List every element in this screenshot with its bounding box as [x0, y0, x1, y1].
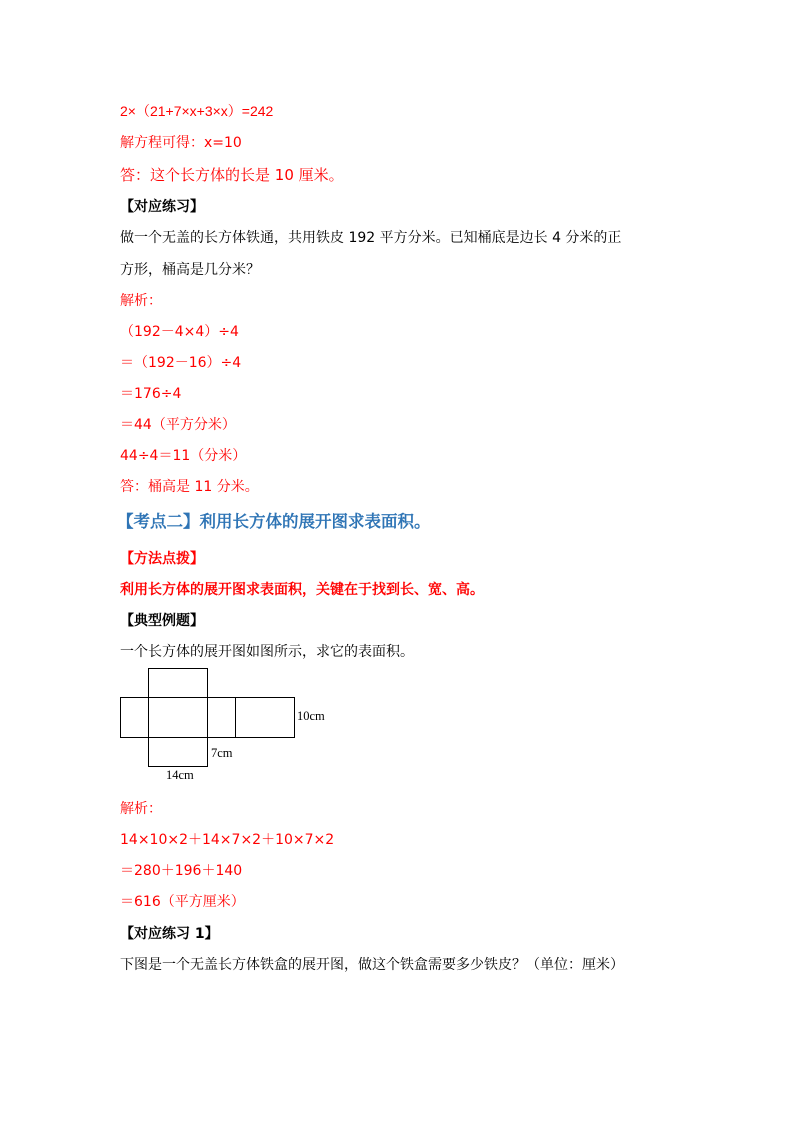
example-question: 一个长方体的展开图如图所示，求它的表面积。 [120, 644, 414, 660]
practice-1-heading: 【对应练习 1】 [120, 926, 219, 942]
answer-line: 答：这个长方体的长是 10 厘米。 [120, 166, 344, 184]
net-face-top [149, 669, 208, 698]
practice-step-2: ＝（192－16）÷4 [120, 355, 242, 371]
practice-step-3: ＝176÷4 [120, 386, 182, 402]
practice-question-line-2: 方形，桶高是几分米？ [120, 262, 260, 278]
example-label: 【典型例题】 [120, 613, 204, 629]
example-analysis-label: 解析： [120, 801, 162, 817]
practice-question-line-1: 做一个无盖的长方体铁通，共用铁皮 192 平方分米。已知桶底是边长 4 分米的正 [120, 230, 622, 246]
example-step-3: ＝616（平方厘米） [120, 894, 245, 910]
example-step-1: 14×10×2＋14×7×2＋10×7×2 [120, 832, 335, 848]
net-face-front [149, 698, 208, 738]
solve-line: 解方程可得：x=10 [120, 135, 242, 151]
label-width: 7cm [211, 746, 233, 760]
practice-answer: 答：桶高是 11 分米。 [120, 479, 259, 495]
method-text: 利用长方体的展开图求表面积，关键在于找到长、宽、高。 [120, 582, 484, 598]
method-label: 【方法点拨】 [120, 551, 204, 567]
label-height: 10cm [297, 709, 325, 723]
practice-step-5: 44÷4＝11（分米） [120, 448, 247, 464]
net-face-back [236, 698, 295, 738]
equation-line: 2×（21+7×x+3×x）=242 [120, 103, 274, 119]
practice-heading: 【对应练习】 [120, 199, 204, 215]
practice-1-question: 下图是一个无盖长方体铁盒的展开图，做这个铁盒需要多少铁皮？（单位：厘米） [120, 957, 624, 973]
practice-step-1: （192－4×4）÷4 [120, 324, 239, 340]
topic-title: 【考点二】利用长方体的展开图求表面积。 [117, 512, 431, 531]
practice-step-4: ＝44（平方分米） [120, 417, 236, 433]
example-step-2: ＝280＋196＋140 [120, 863, 243, 879]
analysis-label: 解析： [120, 293, 162, 309]
net-face-bottom [149, 738, 208, 767]
cuboid-net-diagram [115, 662, 345, 786]
net-face-left [121, 698, 149, 738]
label-length: 14cm [166, 768, 194, 782]
net-face-right [208, 698, 236, 738]
